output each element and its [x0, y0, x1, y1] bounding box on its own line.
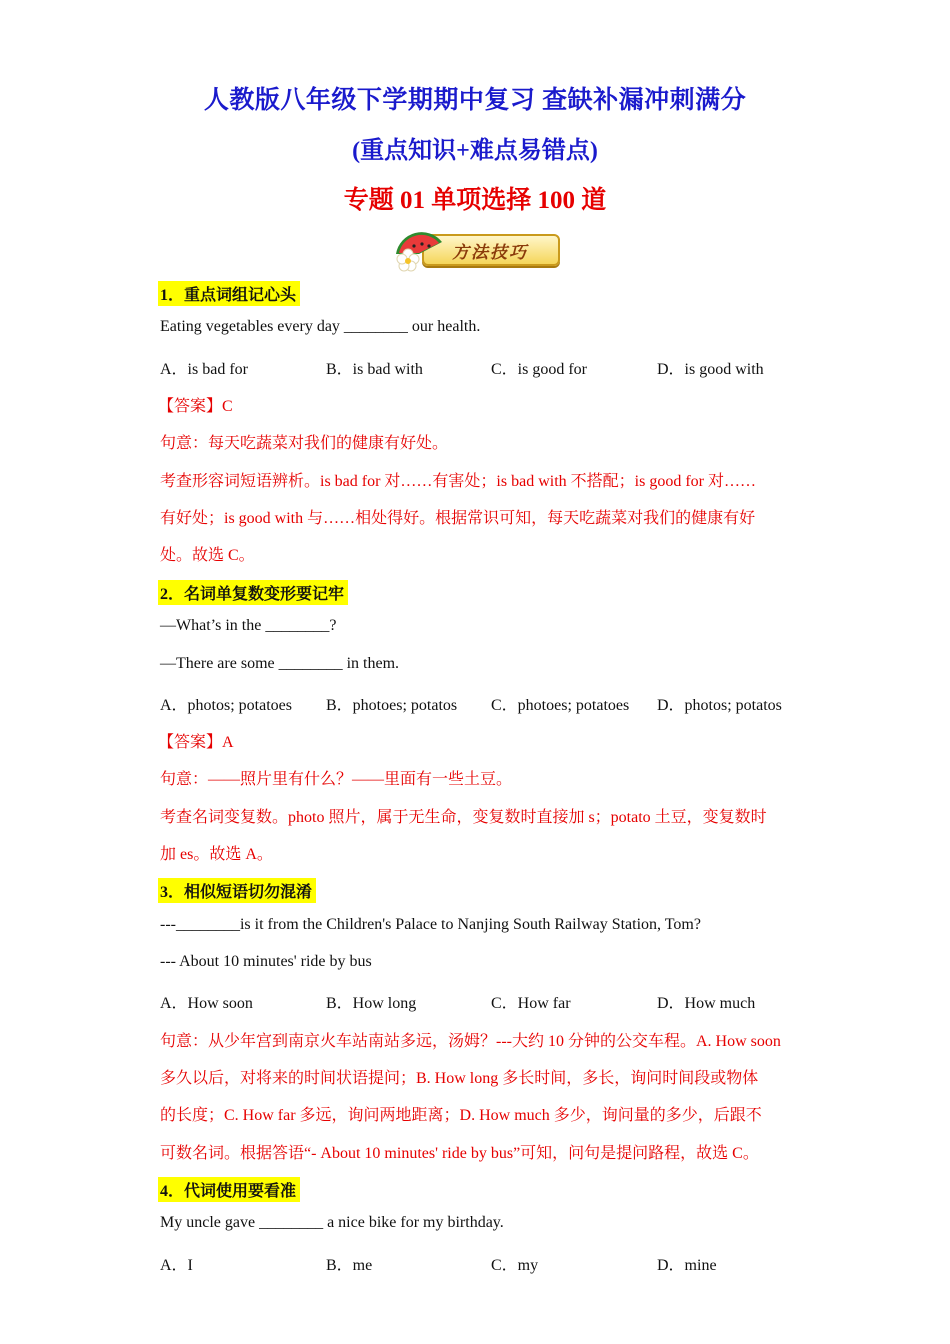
q4-option-a: A．I [160, 1257, 193, 1274]
q1-option-b: B．is bad with [326, 361, 423, 378]
q2-explanation-3: 加 es。故选 A。 [160, 846, 273, 863]
q2-stem-2: —There are some ________ in them. [160, 655, 400, 672]
q2-option-d: D．photos; potatos [657, 697, 782, 714]
document-subtitle: (重点知识+难点易错点) [352, 138, 598, 164]
q3-option-a: A．How soon [160, 995, 253, 1012]
q1-option-a: A．is bad for [160, 361, 248, 378]
q2-answer: 【答案】A [158, 734, 234, 751]
q3-explanation-2: 多久以后，对将来的时间状语提问；B. How long 多长时间，多长，询问时间段或物体 [160, 1070, 759, 1087]
q3-option-d: D．How much [657, 995, 756, 1012]
q2-option-b: B．photoes; potatos [326, 697, 458, 714]
q1-explanation-1: 句意：每天吃蔬菜对我们的健康有好处。 [160, 435, 449, 452]
q2-option-a: A．photos; potatoes [160, 697, 292, 714]
q4-stem: My uncle gave ________ a nice bike for my birthday. [160, 1214, 504, 1231]
q1-explanation-4: 处。故选 C。 [160, 547, 255, 564]
watermelon-flower-icon [392, 224, 452, 272]
q3-explanation-4: 可数名词。根据答语“- About 10 minutes' ride by bus”可知，问句是提问路程，故选 C。 [160, 1145, 759, 1162]
q3-option-b: B．How long [326, 995, 417, 1012]
document-title: 人教版八年级下学期期中复习 查缺补漏冲刺满分 [203, 87, 747, 114]
q2-stem-1: —What’s in the ________? [160, 617, 337, 634]
q1-stem: Eating vegetables every day ________ our health. [160, 318, 481, 335]
q2-option-c: C．photoes; potatoes [491, 697, 630, 714]
q4-heading: 4．代词使用要看准 [158, 1177, 300, 1202]
q4-option-c: C．my [491, 1257, 539, 1274]
method-banner [392, 224, 558, 268]
q1-explanation-3: 有好处；is good with 与……相处得好。根据常识可知，每天吃蔬菜对我们的健康有好 [160, 510, 756, 527]
q3-heading: 3．相似短语切勿混淆 [158, 878, 316, 903]
q3-explanation-3: 的长度；C. How far 多远，询问两地距离；D. How much 多少，询问量的多少，后跟不 [160, 1107, 762, 1124]
q3-stem-1: ---________is it from the Children's Palace to Nanjing South Railway Station, Tom? [160, 916, 701, 933]
q3-explanation-1: 句意：从少年宫到南京火车站南站多远，汤姆？---大约 10 分钟的公交车程。A. How soon [160, 1033, 781, 1050]
banner-label: 方法技巧 [452, 243, 528, 263]
q1-option-c: C．is good for [491, 361, 588, 378]
q1-option-d: D．is good with [657, 361, 764, 378]
q1-heading: 1．重点词组记心头 [158, 281, 300, 306]
q4-option-b: B．me [326, 1257, 373, 1274]
q2-explanation-2: 考查名词变复数。photo 照片，属于无生命，变复数时直接加 s；potato 土豆，变复数时 [160, 809, 767, 826]
q2-explanation-1: 句意：——照片里有什么？——里面有一些土豆。 [160, 771, 513, 788]
q2-heading: 2．名词单复数变形要记牢 [158, 580, 348, 605]
q1-explanation-2: 考查形容词短语辨析。is bad for 对……有害处；is bad with 不搭配；is good for 对…… [160, 473, 756, 490]
q3-stem-2: --- About 10 minutes' ride by bus [160, 953, 372, 970]
q3-option-c: C．How far [491, 995, 571, 1012]
q1-answer: 【答案】C [158, 398, 233, 415]
q4-option-d: D．mine [657, 1257, 717, 1274]
topic-title: 专题 01 单项选择 100 道 [343, 187, 607, 214]
